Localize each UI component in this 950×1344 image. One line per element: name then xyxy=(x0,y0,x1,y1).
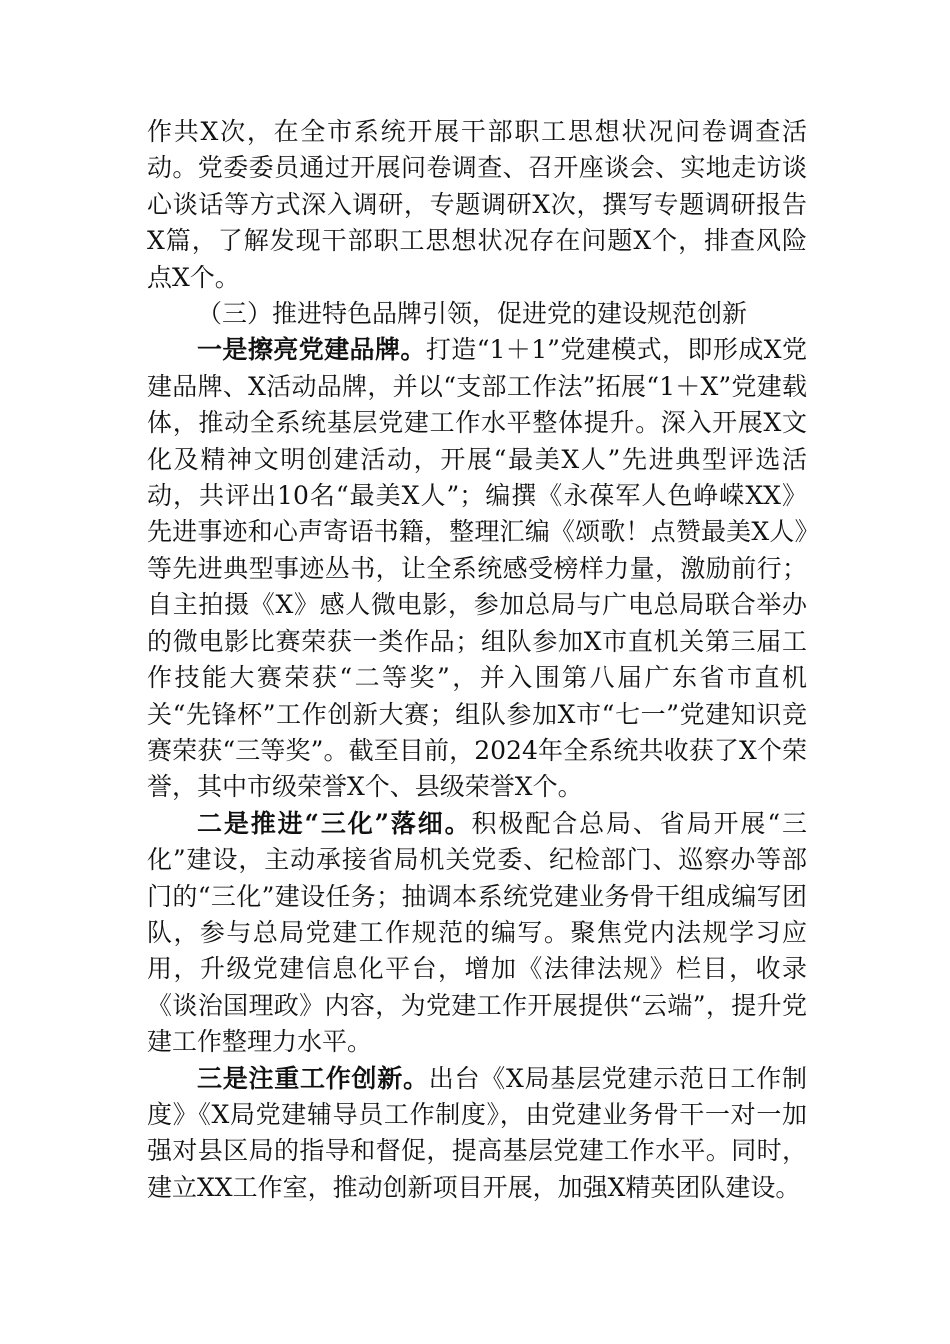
body-three-transformations: 积极配合总局、省局开展“三化”建设，主动承接省局机关党委、纪检部门、巡察办等部门的“三化”建设任务；抽调本系统党建业务骨干组成编写团队，参与总局党建工作规范的编写。聚焦党内法规学习应用，升级党建信息化平台，增加《法律法规》栏目，收录《谈治国理政》内容，为党建工作开展提供“云端”，提升党建工作整理力水平。 xyxy=(147,808,807,1057)
paragraph-continuation: 作共X次，在全市系统开展干部职工思想状况问卷调查活动。党委委员通过开展问卷调查、召开座谈会、实地走访谈心谈话等方式深入调研，专题调研X次，撰写专题调研报告X篇，了解发现干部职工思想状况存在问题X个，排查风险点X个。 xyxy=(147,117,807,292)
lead-three-transformations: 二是推进“三化”落细。 xyxy=(197,808,472,838)
body-brand: 打造“1＋1”党建模式，即形成X党建品牌、X活动品牌，并以“支部工作法”拓展“1＋X”党建载体，推动全系统基层党建工作水平整体提升。深入开展X文化及精神文明创建活动，开展“最美X人”先进典型评选活动，共评出10名“最美X人”；编撰《永葆军人色峥嵘XX》先进事迹和心声寄语书籍，整理汇编《颂歌！点赞最美X人》等先进典型事迹丛书，让全系统感受榜样力量，激励前行；自主拍摄《X》感人微电影，参加总局与广电总局联合举办的微电影比赛荣获一类作品；组队参加X市直机关第三届工作技能大赛荣获“二等奖”，并入围第八届广东省市直机关“先锋杯”工作创新大赛；组队参加X市“七一”党建知识竞赛荣获“三等奖”。截至目前，2024年全系统共收获了X个荣誉，其中市级荣誉X个、县级荣誉X个。 xyxy=(147,335,807,802)
paragraph-brand xyxy=(147,332,807,805)
paragraph-three-transformations xyxy=(147,806,807,1061)
body-innovation: 出台《X局基层党建示范日工作制度》《X局党建辅导员工作制度》，由党建业务骨干一对一加强对县区局的指导和督促，提高基层党建工作水平。同时，建立XX工作室，推动创新项目开展，加强X精英团队建设。 xyxy=(147,1063,807,1202)
document-page xyxy=(147,114,807,1206)
lead-brand: 一是擦亮党建品牌。 xyxy=(197,335,426,365)
section-heading-3: （三）推进特色品牌引领，促进党的建设规范创新 xyxy=(197,299,748,329)
lead-innovation: 三是注重工作创新。 xyxy=(197,1063,429,1093)
paragraph-innovation xyxy=(147,1061,807,1207)
